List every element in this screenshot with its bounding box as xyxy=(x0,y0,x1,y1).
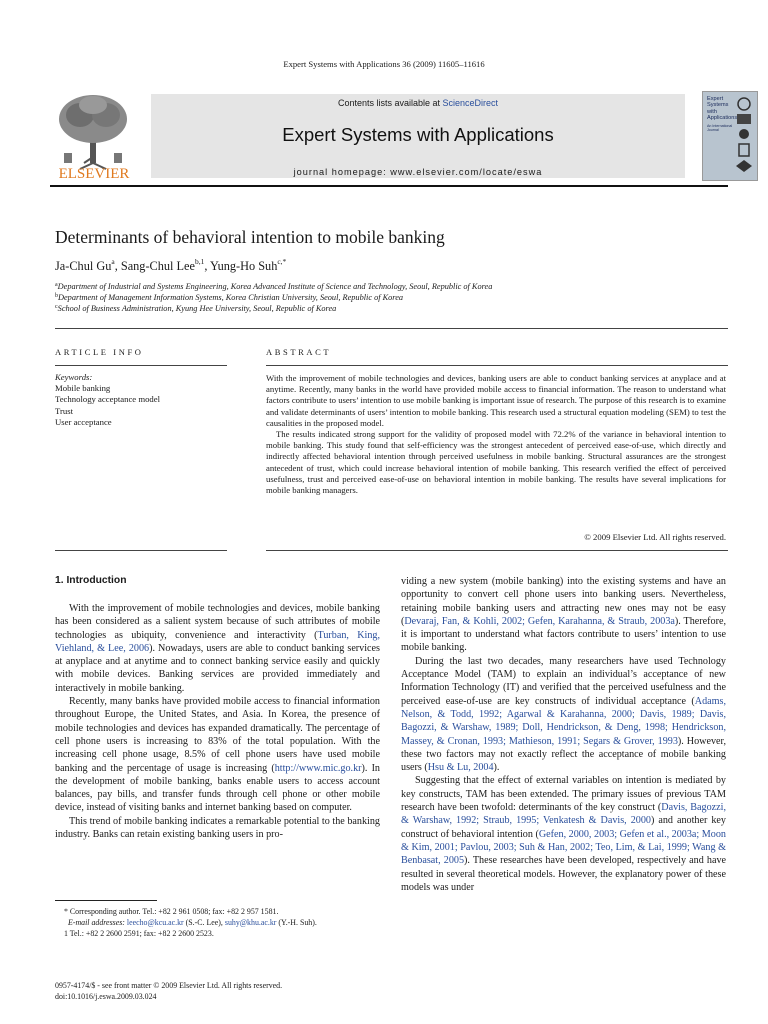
affiliation-mark: a xyxy=(55,282,58,288)
body-paragraph xyxy=(55,602,380,695)
article-title: Determinants of behavioral intention to mobile banking xyxy=(55,227,445,247)
abstract-heading: ABSTRACT xyxy=(266,347,332,357)
affiliation xyxy=(55,282,492,291)
author-name[interactable]: Yung-Ho Suh xyxy=(210,259,278,273)
affiliation-text: Department of Management Information Systems, Korea Christian University, Seoul, Republic of Korea xyxy=(58,293,404,302)
cover-line: Applications xyxy=(707,115,738,122)
email-owner: (Y.-H. Suh). xyxy=(276,918,317,927)
body-text: Recently, many banks have provided mobile access to financial information throughout Europe, the United States, and Asia. In Korea, the presence of mobile technologies and devices has expanded dramatically. The percentage of cell phone users is increasing to 83% of the total population. With the increasing cell phone usage, 8.5% of cell phone users have used mobile banking and the percentage of usage is increasing ( xyxy=(55,696,380,774)
author-separator: , xyxy=(204,259,211,273)
affiliation-text: Department of Industrial and Systems Engineering, Korea Advanced Institute of Science and Technology, Seoul, Republic of Korea xyxy=(57,282,493,291)
email-link[interactable]: suhy@khu.ac.kr xyxy=(224,918,277,927)
body-column-left xyxy=(55,602,380,841)
affiliation-text: School of Business Administration, Kyung Hee University, Seoul, Republic of Korea xyxy=(57,304,337,313)
footnotes xyxy=(55,906,317,939)
journal-citation: Expert Systems with Applications 36 (2009) 11605–11616 xyxy=(283,59,485,69)
section-heading: 1. Introduction xyxy=(55,575,127,586)
journal-banner xyxy=(151,94,685,178)
author-name[interactable]: Ja-Chul Gu xyxy=(55,259,112,273)
author-list xyxy=(55,257,286,274)
body-paragraph xyxy=(55,695,380,815)
body-paragraph xyxy=(401,774,726,894)
front-matter-line: 0957-4174/$ - see front matter © 2009 Elsevier Ltd. All rights reserved. xyxy=(55,981,283,990)
email-owner: (S.-C. Lee), xyxy=(183,918,225,927)
abstract-bottom-rule xyxy=(266,550,728,551)
body-text: With the improvement of mobile technologies and devices, mobile banking has been considered as a salient system because of such attributes of mobile technologies as ubiquity, convenience and interactivity ( xyxy=(55,603,380,641)
doi-line[interactable]: doi:10.1016/j.eswa.2009.03.024 xyxy=(55,992,157,1001)
author-affiliation-mark: c,* xyxy=(277,257,287,266)
keyword: Technology acceptance model xyxy=(55,394,161,405)
journal-homepage[interactable]: journal homepage: www.elsevier.com/locate/eswa xyxy=(293,167,543,177)
issn-block xyxy=(55,980,282,1002)
body-paragraph xyxy=(55,815,380,842)
author-affiliation-mark: a xyxy=(111,257,115,266)
article-info-rule xyxy=(55,365,227,366)
citation-link[interactable]: http://www.mic.go.kr xyxy=(274,762,362,774)
cover-line: Systems xyxy=(707,102,729,109)
elsevier-logo[interactable] xyxy=(50,91,138,181)
email-label: E-mail addresses: xyxy=(68,918,127,927)
sciencedirect-link[interactable]: ScienceDirect xyxy=(442,98,499,108)
body-text: ). However, these two factors may not exactly reflect the acceptance of mobile banking users ( xyxy=(401,735,726,774)
body-text: ). Therefore, it is important to understand what factors contribute to users’ intention to use mobile banking. xyxy=(401,615,726,654)
keyword: Trust xyxy=(55,405,74,416)
cover-line: Expert xyxy=(707,96,724,102)
body-text: ). xyxy=(493,762,500,774)
affiliation-mark: c xyxy=(55,304,58,310)
body-text: ) and another key construct of behavioral intention ( xyxy=(401,815,726,840)
body-text: During the last two decades, many researchers have used Technology Acceptance Model (TAM) to explain an individual’s acceptance of new Information Technology (IT) and verified that the perceived usefulness and the perceived ease-of-use are key constructs of individual acceptance ( xyxy=(401,655,726,707)
body-text: This trend of mobile banking indicates a remarkable potential to the banking industry. Banks can retain existing banking users in pro- xyxy=(55,815,380,841)
journal-cover-thumbnail[interactable] xyxy=(702,91,758,181)
abstract-paragraph: With the improvement of mobile technologies and devices, banking users are able to conduct banking services at anyplace and at anytime. Recently, many banks in the world have provided mobile access to financial information. The reason to understand what factors contribute to users’ intention to use mobile banking is important issue of research. The purpose of this research is to examine and validate determinants of users’ intention to mobile banking. This research used a structural equation modeling (SEM) to test the causalities in the proposed model. xyxy=(266,373,726,428)
citation-link[interactable]: Davis, Bagozzi, & Warshaw, 1992; Straub, 1995; Venkatesh & Davis, 2000 xyxy=(401,802,727,827)
affiliation-mark: b xyxy=(55,293,58,299)
article-info-bottom-rule xyxy=(55,550,227,551)
cover-line: An International xyxy=(707,123,733,128)
cover-line: with xyxy=(707,108,717,115)
abstract-body xyxy=(266,373,726,496)
abstract-paragraph: The results indicated strong support for the validity of proposed model with 72.2% of the variance in behavioral intention to mobile banking. This study found that self-efficiency was the strongest antecedent of perceived ease-of-use, which directly and indirectly affected behavioral intention through perceived usefulness in mobile banking. Structural assurances are the strongest antecedent of trust, which could increase behavioral intention of mobile banking. This research verified the effect of perceived usefulness, trust and perceived ease-of-use on behavioral intention in mobile banking. The results have several implications for mobile banking managers. xyxy=(266,429,726,496)
body-paragraph xyxy=(401,655,726,775)
publisher-wordmark: ELSEVIER xyxy=(58,166,130,181)
citation-link[interactable]: Devaraj, Fan, & Kohli, 2002; Gefen, Karahanna, & Straub, 2003a xyxy=(404,615,675,627)
body-text: ). These researches have been developed, respectively and have resulted in several theoretical models. However, the explanatory power of these models was under xyxy=(401,855,726,893)
citation-link[interactable]: Turban, King, Viehland, & Lee, 2006 xyxy=(55,629,380,654)
cover-artwork-icon xyxy=(733,96,755,178)
affiliation xyxy=(55,304,336,313)
masthead xyxy=(50,91,738,181)
citation-link[interactable]: Gefen, 2000, 2003; Gefen et al., 2003a; Moon & Kim, 2001; Pavlou, 2003; Suh & Han, 2002; Teo, Lim, & Lai, 1999; Wang & Benbasat, 2005 xyxy=(401,828,726,867)
author-affiliation-mark: b,1 xyxy=(194,257,205,266)
body-column-right xyxy=(401,575,726,894)
footnote-1: 1 Tel.: +82 2 2600 2591; fax: +82 2 2600 2523. xyxy=(64,929,214,938)
corresponding-author-note: * Corresponding author. Tel.: +82 2 961 0508; fax: +82 2 957 1581. xyxy=(64,907,279,916)
masthead-rule xyxy=(50,185,728,187)
citation-link[interactable]: Hsu & Lu, 2004 xyxy=(427,762,494,774)
header-divider xyxy=(55,328,728,329)
journal-title: Expert Systems with Applications xyxy=(282,124,554,145)
body-text: ). Nowadays, users are able to conduct banking services at anyplace and at anytime and to connect banking service easily and quickly with mobile devices. Banking services are provided immediately and interactively in mobile banking. xyxy=(55,642,380,694)
body-text: Suggesting that the effect of external variables on intention is mediated by key constructs, TAM has been extended. The primary issues of previous TAM research have been twofold: determinants of the key construct ( xyxy=(401,775,726,814)
contents-line xyxy=(151,98,685,108)
author-separator: , xyxy=(114,259,121,273)
keyword: Mobile banking xyxy=(55,383,111,394)
article-info-heading: ARTICLE INFO xyxy=(55,347,144,357)
copyright-notice: © 2009 Elsevier Ltd. All rights reserved. xyxy=(584,532,726,542)
citation-link[interactable]: Adams, Nelson, & Todd, 1992; Agarwal & Karahanna, 2000; Davis, 1989; Davis, Bagozzi, & Warshaw, 1989; Doll, Hendrickson, & Deng, 1998; Hendrickson, Massey, & Cronan, 1993; Mathieson, 1991; Segars & Grover, 1993 xyxy=(401,695,726,747)
email-link[interactable]: leecho@kcu.ac.kr xyxy=(126,918,184,927)
email-note xyxy=(55,917,317,928)
tree-icon xyxy=(50,91,138,181)
contents-prefix: Contents lists available at xyxy=(337,98,443,108)
keyword: User acceptance xyxy=(55,416,112,427)
body-text: ). In the development of mobile banking, banks enable users to access account balances, pay bills, and transfer funds through cell phone or other mobile device, instead of visiting banks and internet banking based on computer. xyxy=(55,762,380,814)
keywords-label: Keywords: xyxy=(55,372,93,382)
abstract-rule xyxy=(266,365,728,366)
body-paragraph xyxy=(401,575,726,655)
footnote-rule xyxy=(55,900,157,901)
cover-line: Journal xyxy=(707,127,719,132)
affiliation xyxy=(55,293,403,302)
body-text: viding a new system (mobile banking) into the existing systems and have an opportunity to convert cell phone users into banking users. Nevertheless, retaining mobile banking users and attracting new ones may not be easy ( xyxy=(401,576,726,627)
cover-text xyxy=(707,96,738,132)
keywords-block xyxy=(55,372,160,428)
author-name[interactable]: Sang-Chul Lee xyxy=(120,259,195,273)
